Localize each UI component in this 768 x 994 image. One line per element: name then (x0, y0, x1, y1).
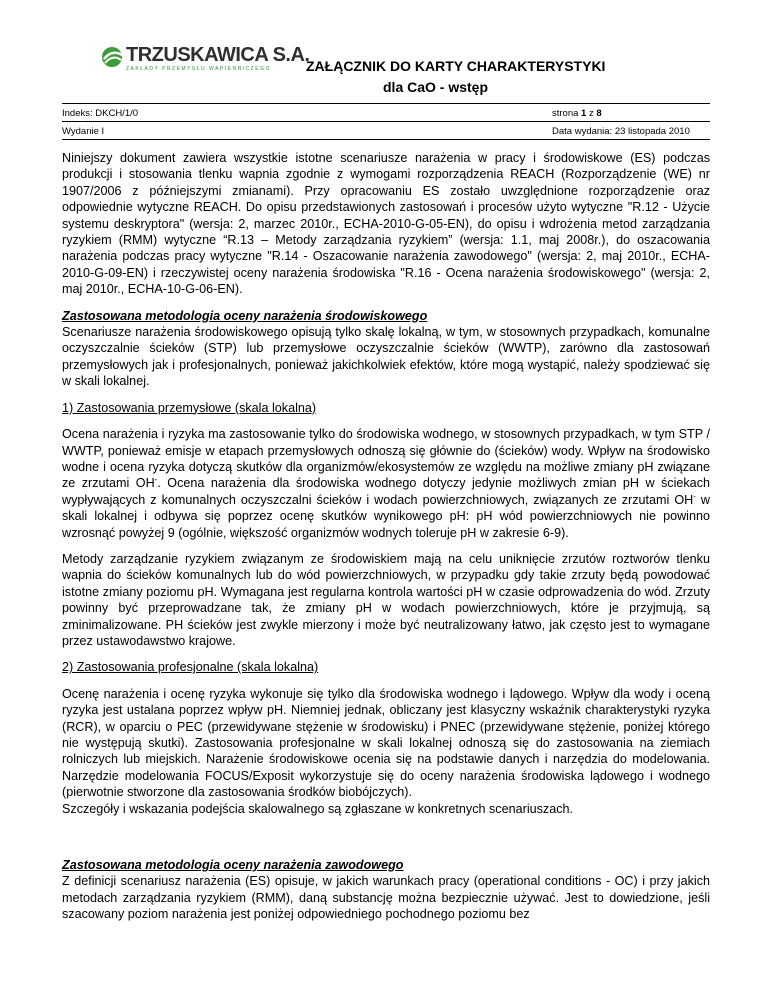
logo-name: TRZUSKAWICA S.A. (126, 44, 310, 66)
professional-uses-heading: 2) Zastosowania profesjonalne (skala lokalna) (62, 660, 319, 675)
logo-subtitle: ZAKŁADY PRZEMYSŁU WAPIENNICZEGO (126, 66, 271, 72)
industrial-text-part-c: w skali lokalnej i odbywa się poprzez ocenę skutków wynikowego pH: pH wód powierzchniowych nie powinno wzrosnąć powyżej 9 (ogólnie, większość organizmów wodnych toleruje pH w zakresie 6-9). (62, 492, 711, 540)
page-prefix: strona (552, 108, 582, 119)
hydroxide-charge-1: - (154, 475, 158, 485)
industrial-uses-heading: 1) Zastosowania przemysłowe (skala lokalna) (62, 400, 317, 415)
document-index: Indeks: DKCH/1/0 (62, 108, 139, 119)
occupational-methodology-text: Z definicji scenariusz narażenia (ES) opisuje, w jakich warunkach pracy (operational conditions - OC) i przy jakich metodach zarządzania ryzykiem (RMM), daną substancję można bezpiecznie używać. Jest to dowiedzione, jeśli szacowany poziom narażenia jest poniżej odpowiedniego pochodnego poziomu bez (62, 874, 710, 922)
page-total: 8 (596, 108, 602, 119)
professional-uses-note: Szczegóły i wskazania podejścia skalowalnego są zgłaszane w konkretnych scenariuszach. (62, 801, 574, 816)
industrial-uses-paragraph-1 (62, 426, 710, 541)
company-logo (100, 44, 310, 76)
hydroxide-charge-2: - (693, 491, 696, 501)
document-body (62, 150, 710, 923)
industrial-text-part-a: Ocena narażenia i ryzyka ma zastosowanie tylko do środowiska wodnego, w stosownych przypadkach, w tym STP / WWTP, ponieważ emisje w etapach przemysłowych odnoszą się głównie do (ścieków) wody. Wpływ na środowisko wodne i ocena ryzyka dotyczą skutków dla organizmów/ekosystemów ze względu na możliwe zmiany pH związane ze zrzutami OH (62, 427, 710, 491)
issue-date: Data wydania: 23 listopada 2010 (552, 126, 690, 137)
header-mid-rule (62, 121, 710, 122)
header-bottom-rule (62, 139, 710, 140)
page-separator: z (586, 108, 597, 119)
document-title: ZAŁĄCZNIK DO KARTY CHARAKTERYSTYKI (306, 58, 606, 74)
intro-paragraph: Niniejszy dokument zawiera wszystkie istotne scenariusze narażenia w pracy i środowiskowe (ES) podczas produkcji i stosowania tlenku wapnia zgodnie z wymogami rozporządzenia REACH (Rozporządzenie (WE) nr 1907/2006 z późniejszymi zmianami). Przy opracowaniu ES zostało uwzględnione rozporządzenie oraz odpowiednie wytyczne REACH. Do opisu przedstawionych zastosowań i procesów użyto wytyczne "R.12 - Użycie systemu deskryptora" (wersja: 2, marzec 2010r., ECHA-2010-G-05-EN), do opisu i wdrożenia metod zarządzania ryzykiem (RMM) wytyczne “R.13 – Metody zarządzania ryzykiem” (wersja: 1.1, maj 2008r.), do oszacowania narażenia podczas pracy wytyczne "R.14 - Oszacowanie narażenia zawodowego" (wersja: 2, maj 2010r., ECHA-2010-G-09-EN) i rzeczywistej oceny narażenia środowiska "R.16 - Ocena narażenia środowiskowego" (wersja: 2, maj 2010r., ECHA-10-G-06-EN). (62, 151, 710, 297)
professional-uses-paragraph: Ocenę narażenia i ocenę ryzyka wykonuje się tylko dla środowiska wodnego i lądowego. Wpływ dla wody i oceną ryzyka jest ustalana poprzez wpływ pH. Niemniej jednak, obliczany jest klasyczny wskaźnik charakterystyki ryzyka (RCR), w oparciu o PEC (przewidywane stężenie w środowisku) i PNEC (przewidywane stężenie, poniżej którego nie występują skutki). Zastosowania profesjonalne w skali lokalnej odnoszą się do zastosowania na ziemiach rolniczych lub miejskich. Narażenie środowiskowe ocenia się na podstawie danych i narzędzia do modelowania. Narzędzie modelowania FOCUS/Exposit wykorzystuje się do oceny narażenia środowiska lądowego i wodnego (pierwotnie stworzone dla zastosowania środków biobójczych). (62, 686, 710, 800)
logo-emblem-icon (100, 44, 126, 70)
occupational-methodology-heading: Zastosowana metodologia oceny narażenia zawodowego (62, 858, 404, 873)
edition-label: Wydanie I (62, 126, 105, 137)
header-top-rule (62, 103, 710, 104)
page-number: 1 (581, 108, 587, 119)
env-methodology-heading: Zastosowana metodologia oceny narażenia środowiskowego (62, 308, 428, 323)
document-subtitle: dla CaO - wstęp (383, 79, 489, 95)
industrial-text-part-b: . Ocena narażenia dla środowiska wodnego dotyczy jedynie możliwych zmian pH w ściekach wypływających z komunalnych oczyszczalni ścieków i wodach powierzchniowych, związanych ze zrzutami OH (62, 476, 710, 507)
env-methodology-text: Scenariusze narażenia środowiskowego opisują tylko skalę lokalną, w tym, w stosownych przypadkach, komunalne oczyszczalnie ścieków (STP) lub przemysłowe oczyszczalnie ścieków (WWTP), zarówno dla zastosowań przemysłowych jak i profesjonalnych, ponieważ jakichkolwiek efektów, które mogą wystąpić, należy spodziewać się w skali lokalnej. (62, 325, 710, 389)
industrial-uses-paragraph-2: Metody zarządzanie ryzykiem związanym ze środowiskiem mają na celu uniknięcie zrzutów roztworów tlenku wapnia do ścieków komunalnych lub do wód powierzchniowych, w przypadku gdy takie zrzuty będą powodować istotne zmiany poziomu pH. Wymagana jest regularna kontrola wartości pH w czasie odprowadzenia do wód. Zrzuty powinny być przeprowadzane tak, że zmiany pH w wodach powierzchniowych, które je przyjmują, są zminimalizowane. PH ścieków jest zwykle mierzony i może być neutralizowany łatwo, jak często jest to wymagane przez ustawodawstwo krajowe. (62, 551, 710, 648)
page-counter (552, 108, 602, 119)
